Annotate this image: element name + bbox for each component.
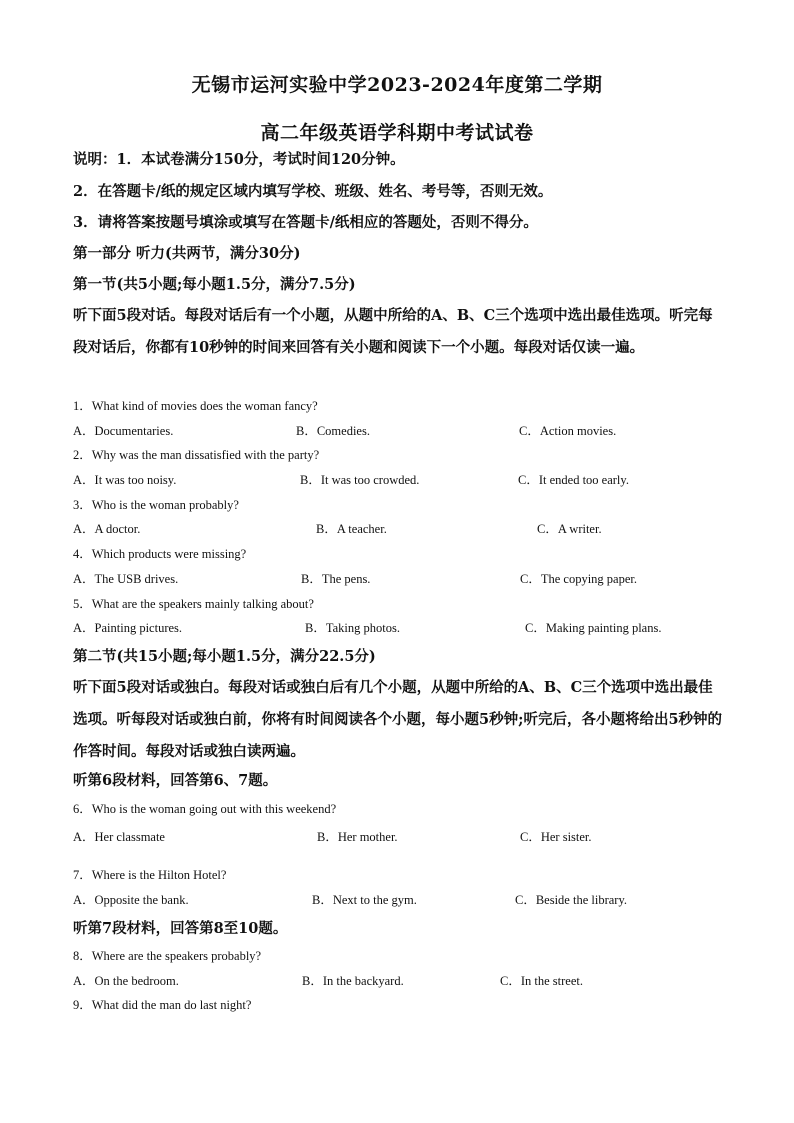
material-6-heading: 听第6段材料，回答第6、7题。 xyxy=(73,772,278,789)
question-4-options xyxy=(73,570,723,588)
option-b: B．It was too crowded. xyxy=(300,473,420,487)
option-b: B．Comedies. xyxy=(296,424,370,438)
option-b: B．Next to the gym. xyxy=(312,893,417,907)
option-c: C．Her sister. xyxy=(520,830,592,844)
option-c: C．It ended too early. xyxy=(518,473,629,487)
option-c: C．The copying paper. xyxy=(520,572,637,586)
question-7-stem: 7．Where is the Hilton Hotel? xyxy=(73,868,227,882)
option-b: B．In the backyard. xyxy=(302,974,404,988)
material-7-heading: 听第7段材料，回答第8至10题。 xyxy=(73,920,288,937)
exam-title-subject: 高二年级英语学科期中考试试卷 xyxy=(260,122,534,144)
option-a: A．Painting pictures. xyxy=(73,621,183,635)
option-a: A．Her classmate xyxy=(73,830,165,844)
option-b: B．Taking photos. xyxy=(305,621,400,635)
option-c: C．Beside the library. xyxy=(515,893,628,907)
note-3: 3．请将答案按题号填涂或填写在答题卡/纸相应的答题处，否则不得分。 xyxy=(73,214,538,231)
option-a: A．It was too noisy. xyxy=(73,473,177,487)
section1-heading: 第一节(共5小题;每小题1.5分，满分7.5分) xyxy=(73,276,356,293)
option-c: C．Making painting plans. xyxy=(525,621,662,635)
question-3-options xyxy=(73,520,723,538)
part1-heading: 第一部分 听力(共两节，满分30分) xyxy=(73,245,301,262)
question-1-stem: 1．What kind of movies does the woman fancy? xyxy=(73,399,318,413)
option-a: A．Opposite the bank. xyxy=(73,893,189,907)
question-5-options xyxy=(73,619,723,637)
question-8-stem: 8．Where are the speakers probably? xyxy=(73,949,262,963)
question-5-stem: 5．What are the speakers mainly talking about? xyxy=(73,597,314,611)
question-4-stem: 4．Which products were missing? xyxy=(73,547,247,561)
section2-instructions: 听下面5段对话或独白。每段对话或独白后有几个小题，从题中所给的A、B、C三个选项中选出最佳选项。听每段对话或独白前，你将有时间阅读各个小题，每小题5秒钟;听完后，各小题将给出5秒钟的作答时间。每段对话或独白读两遍。 xyxy=(73,679,723,760)
option-a: A．Documentaries. xyxy=(73,424,174,438)
section1-instructions: 听下面5段对话。每段对话后有一个小题，从题中所给的A、B、C三个选项中选出最佳选项。听完每段对话后，你都有10秒钟的时间来回答有关小题和阅读下一个小题。每段对话仅读一遍。 xyxy=(73,307,713,356)
question-3-stem: 3．Who is the woman probably? xyxy=(73,498,239,512)
option-b: B．The pens. xyxy=(301,572,371,586)
question-8-options xyxy=(73,972,723,990)
note-2: 2．在答题卡/纸的规定区域内填写学校、班级、姓名、考号等，否则无效。 xyxy=(73,183,553,200)
option-a: A．On the bedroom. xyxy=(73,974,179,988)
question-6-options xyxy=(73,828,723,846)
option-a: A．The USB drives. xyxy=(73,572,179,586)
question-1-options xyxy=(73,422,723,440)
option-b: B．Her mother. xyxy=(317,830,398,844)
question-9-stem: 9．What did the man do last night? xyxy=(73,998,252,1012)
question-6-stem: 6．Who is the woman going out with this weekend? xyxy=(73,802,337,816)
note-1: 说明：1．本试卷满分150分，考试时间120分钟。 xyxy=(73,151,405,168)
question-2-options xyxy=(73,471,723,489)
option-a: A．A doctor. xyxy=(73,522,141,536)
exam-title-school: 无锡市运河实验中学2023-2024年度第二学期 xyxy=(191,74,603,96)
section2-heading: 第二节(共15小题;每小题1.5分，满分22.5分) xyxy=(73,648,376,665)
option-c: C．A writer. xyxy=(537,522,602,536)
option-c: C．Action movies. xyxy=(519,424,617,438)
option-c: C．In the street. xyxy=(500,974,583,988)
option-b: B．A teacher. xyxy=(316,522,387,536)
question-2-stem: 2．Why was the man dissatisfied with the party? xyxy=(73,448,320,462)
question-7-options xyxy=(73,891,723,909)
